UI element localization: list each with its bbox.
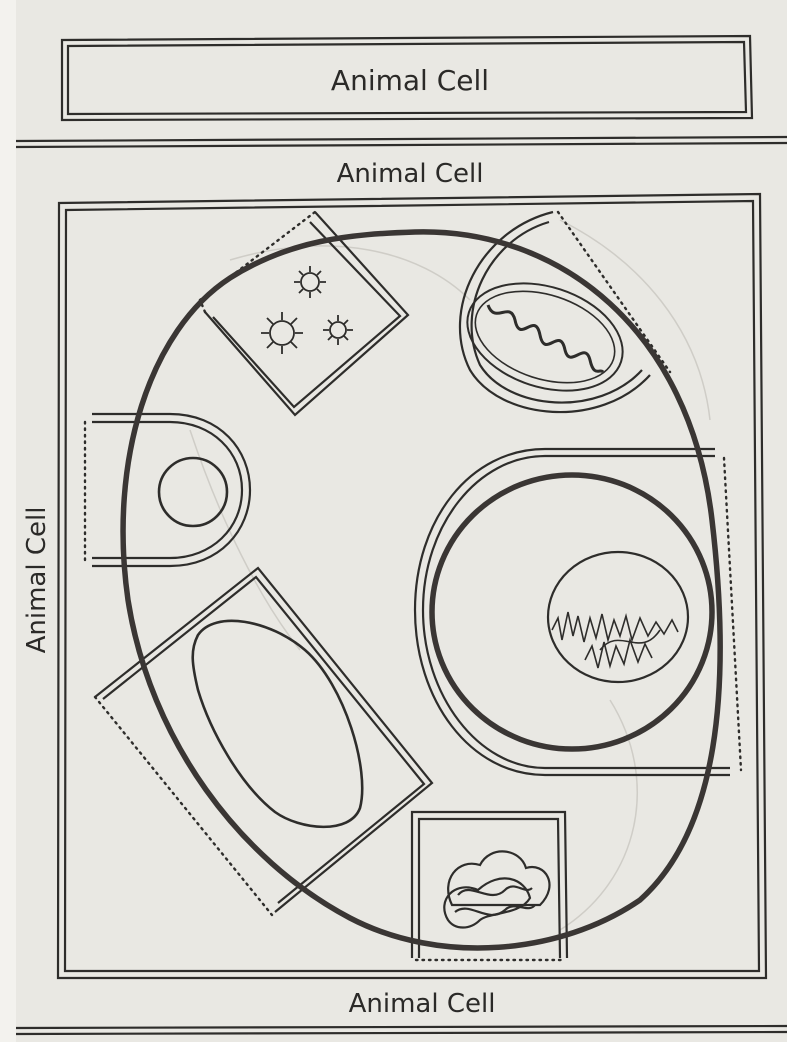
left-caption: Animal Cell: [22, 506, 52, 654]
mitochondrion-box[interactable]: [453, 212, 670, 412]
title-box: [62, 36, 752, 120]
bottom-caption: Animal Cell: [348, 989, 496, 1019]
nucleus-icon: [432, 475, 712, 749]
vacuole-box[interactable]: [85, 414, 250, 566]
header-divider: [16, 137, 787, 147]
top-caption: Animal Cell: [336, 159, 484, 189]
footer-divider: [16, 1026, 787, 1034]
nucleus-box[interactable]: [415, 449, 741, 775]
lysosome-icon: [261, 266, 353, 354]
lysosome-box[interactable]: [200, 212, 408, 415]
er-box[interactable]: [95, 568, 432, 915]
golgi-body-icon: [444, 851, 549, 927]
page-title: Animal Cell: [330, 64, 490, 97]
vacuole-icon: [159, 458, 227, 526]
page-edge: [0, 0, 16, 1042]
endoplasmic-reticulum-icon: [193, 621, 362, 827]
golgi-box[interactable]: [412, 812, 567, 960]
chromatin-icon: [552, 612, 678, 668]
